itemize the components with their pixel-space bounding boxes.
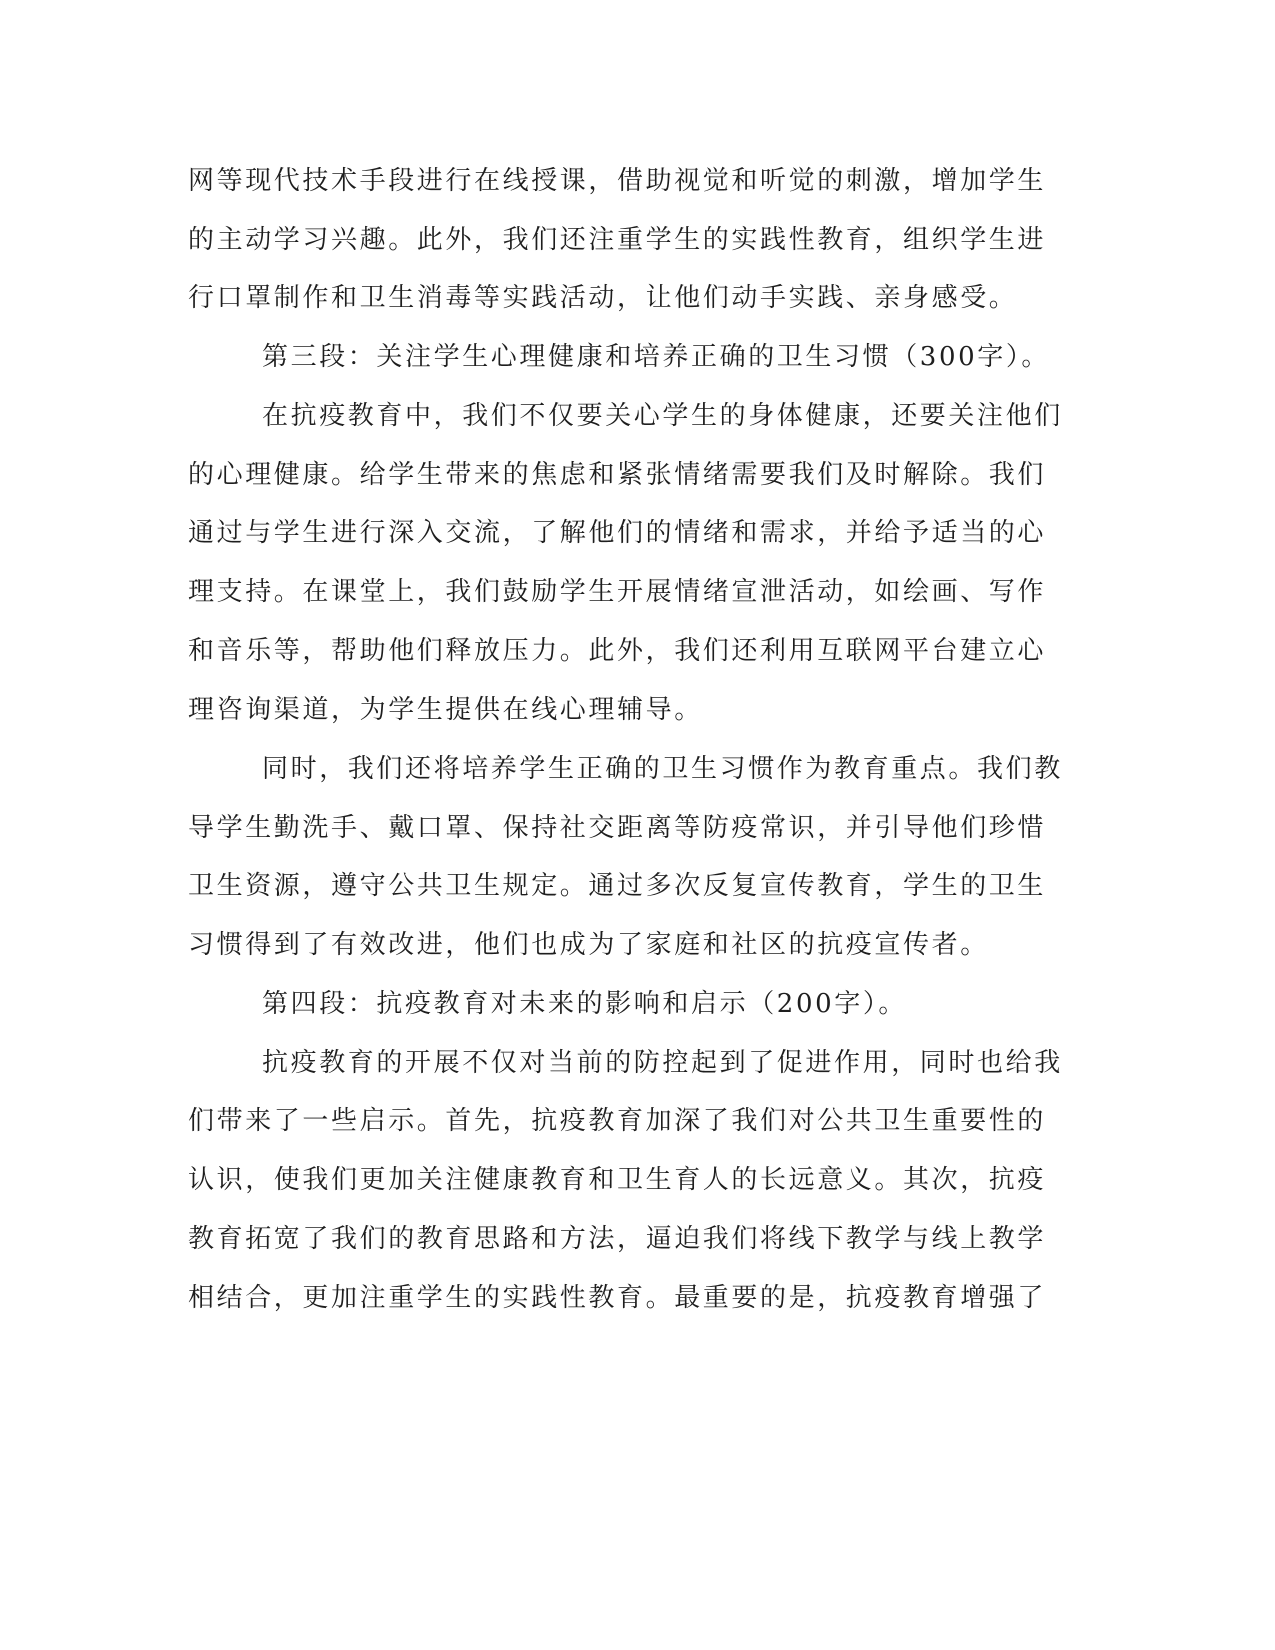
text-line: 理支持。在课堂上，我们鼓励学生开展情绪宣泄活动，如绘画、写作: [188, 577, 1047, 607]
text-line: 教育拓宽了我们的教育思路和方法，逼迫我们将线下教学与线上教学: [188, 1224, 1047, 1254]
text-line: 的主动学习兴趣。此外，我们还注重学生的实践性教育，组织学生进: [188, 225, 1047, 255]
text-line: 抗疫教育的开展不仅对当前的防控起到了促进作用，同时也给我: [262, 1048, 1063, 1078]
text-line: 通过与学生进行深入交流，了解他们的情绪和需求，并给予适当的心: [188, 518, 1047, 548]
text-line: 习惯得到了有效改进，他们也成为了家庭和社区的抗疫宣传者。: [188, 930, 989, 960]
text-line: 相结合，更加注重学生的实践性教育。最重要的是，抗疫教育增强了: [188, 1283, 1047, 1313]
text-line: 和音乐等，帮助他们释放压力。此外，我们还利用互联网平台建立心: [188, 636, 1047, 666]
text-line: 理咨询渠道，为学生提供在线心理辅导。: [188, 695, 703, 725]
section-heading-4: 第四段：抗疫教育对未来的影响和启示（200字）。: [262, 989, 908, 1019]
text-line: 同时，我们还将培养学生正确的卫生习惯作为教育重点。我们教: [262, 754, 1063, 784]
text-line: 们带来了一些启示。首先，抗疫教育加深了我们对公共卫生重要性的: [188, 1106, 1047, 1136]
text-line: 的心理健康。给学生带来的焦虑和紧张情绪需要我们及时解除。我们: [188, 460, 1047, 490]
text-line: 导学生勤洗手、戴口罩、保持社交距离等防疫常识，并引导他们珍惜: [188, 813, 1047, 843]
text-line: 卫生资源，遵守公共卫生规定。通过多次反复宣传教育，学生的卫生: [188, 871, 1047, 901]
text-line: 在抗疫教育中，我们不仅要关心学生的身体健康，还要关注他们: [262, 401, 1063, 431]
section-heading-3: 第三段：关注学生心理健康和培养正确的卫生习惯（300字）。: [262, 342, 1051, 372]
text-line: 行口罩制作和卫生消毒等实践活动，让他们动手实践、亲身感受。: [188, 283, 1018, 313]
text-line: 网等现代技术手段进行在线授课，借助视觉和听觉的刺激，增加学生: [188, 166, 1047, 196]
text-line: 认识，使我们更加关注健康教育和卫生育人的长远意义。其次，抗疫: [188, 1165, 1047, 1195]
